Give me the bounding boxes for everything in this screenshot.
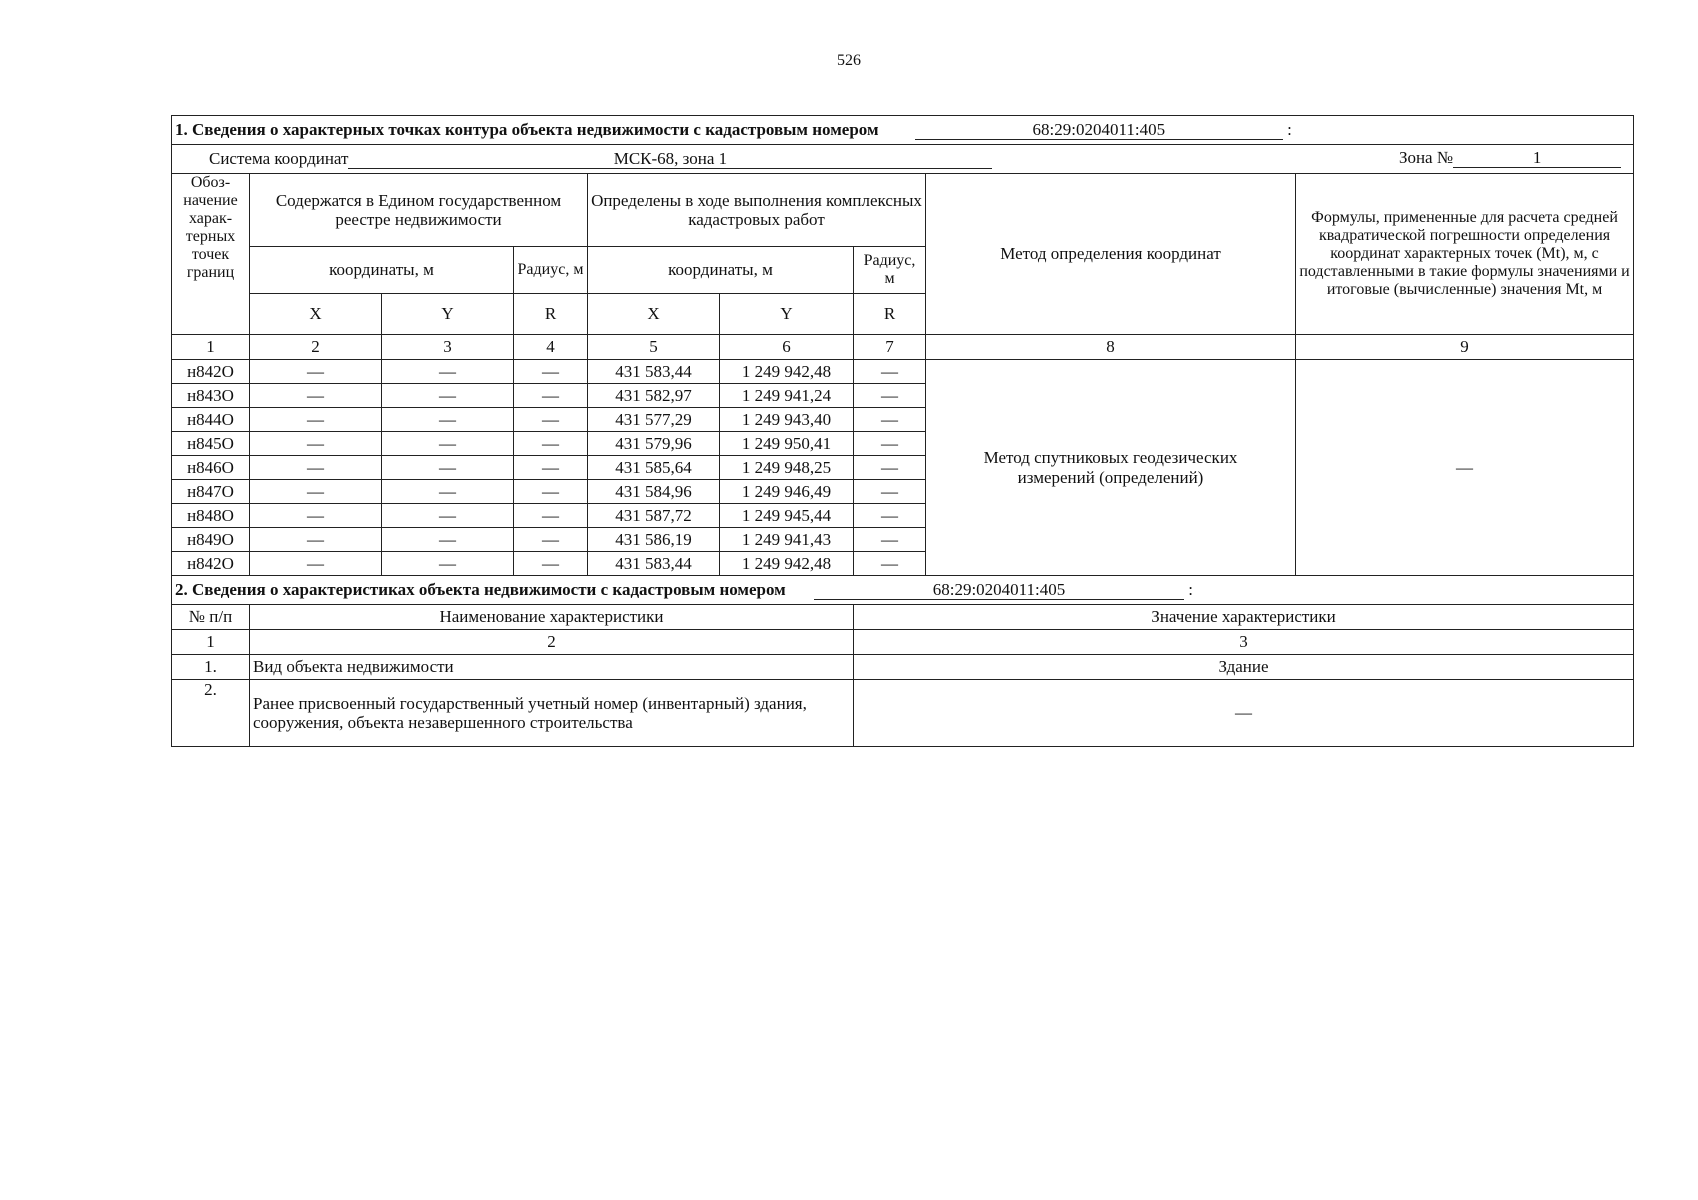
column-number: 5 [588,335,720,360]
coord-y: 1 249 946,49 [720,480,854,504]
registry-r: — [514,552,588,576]
registry-r: — [514,384,588,408]
coord-y: 1 249 948,25 [720,456,854,480]
point-id: н847О [172,480,250,504]
column-number: 3 [382,335,514,360]
section1-title-row [172,116,1634,145]
section1-title-cell [172,116,1634,145]
registry-y: — [382,528,514,552]
characteristic-row [172,655,1634,680]
column-number: 1 [172,630,250,655]
registry-r: — [514,456,588,480]
section2-title-row [172,576,1634,605]
coord-x: 431 583,44 [588,552,720,576]
zone-label: Зона № [1398,148,1454,167]
column-number: 2 [250,335,382,360]
column-number: 8 [926,335,1296,360]
coord-x: 431 587,72 [588,504,720,528]
coord-y: 1 249 942,48 [720,552,854,576]
header-determined-r: R [854,294,926,335]
zone-value: 1 [1453,149,1621,168]
characteristics-header-name: Наименование характеристики [250,605,854,630]
coord-r: — [854,504,926,528]
coord-r: — [854,384,926,408]
coord-r: — [854,408,926,432]
coord-r: — [854,552,926,576]
registry-r: — [514,480,588,504]
header-registry-x: X [250,294,382,335]
coord-x: 431 577,29 [588,408,720,432]
characteristic-name: Вид объекта недвижимости [250,655,854,680]
section1-colon: : [1287,120,1292,140]
coord-y: 1 249 945,44 [720,504,854,528]
registry-r: — [514,360,588,384]
coord-x: 431 579,96 [588,432,720,456]
coord-y: 1 249 941,24 [720,384,854,408]
registry-y: — [382,456,514,480]
registry-r: — [514,408,588,432]
coord-r: — [854,360,926,384]
header-registry: Содержатся в Едином государственном реестре недвижимости [250,174,588,247]
column-number: 2 [250,630,854,655]
coord-r: — [854,480,926,504]
coord-x: 431 585,64 [588,456,720,480]
coord-x: 431 583,44 [588,360,720,384]
coord-y: 1 249 942,48 [720,360,854,384]
coord-x: 431 584,96 [588,480,720,504]
header-determined-coordinates: координаты, м [588,247,854,294]
characteristic-name: Ранее присвоенный государственный учетный номер (инвентарный) здания, сооружения, объекта незавершенного строительства [250,680,854,747]
coord-y: 1 249 941,43 [720,528,854,552]
registry-y: — [382,432,514,456]
column-number: 9 [1296,335,1634,360]
section2-cadastral-number: 68:29:0204011:405 [814,581,1184,600]
characteristics-numbers-row [172,630,1634,655]
registry-x: — [250,432,382,456]
registry-x: — [250,552,382,576]
registry-x: — [250,480,382,504]
point-row [172,360,1634,384]
coord-r: — [854,456,926,480]
registry-y: — [382,408,514,432]
section2-title: 2. Сведения о характеристиках объекта недвижимости с кадастровым номером [175,580,786,600]
point-id: н843О [172,384,250,408]
characteristics-header-num: № п/п [172,605,250,630]
coord-system-row [172,145,1634,174]
registry-y: — [382,360,514,384]
formula-value: — [1296,360,1634,576]
registry-r: — [514,528,588,552]
header-determined: Определены в ходе выполнения комплексных кадастровых работ [588,174,926,247]
header-determined-x: X [588,294,720,335]
characteristic-num: 2. [172,680,250,747]
method-value [926,360,1296,576]
coord-r: — [854,432,926,456]
registry-r: — [514,432,588,456]
header-registry-radius: Радиус, м [514,247,588,294]
registry-r: — [514,504,588,528]
registry-x: — [250,456,382,480]
coord-system-cell [172,145,1634,174]
characteristic-row [172,680,1634,747]
column-number: 6 [720,335,854,360]
column-number: 7 [854,335,926,360]
header-determined-y: Y [720,294,854,335]
characteristic-value: Здание [854,655,1634,680]
header-designation: Обоз-начение харак-терных точек границ [172,174,250,335]
section1-cadastral-number: 68:29:0204011:405 [915,121,1283,140]
point-id: н842О [172,360,250,384]
registry-x: — [250,528,382,552]
characteristic-num: 1. [172,655,250,680]
method-value-text: Метод спутниковых геодезических измерений (определений) [983,448,1238,487]
header-method: Метод определения координат [926,174,1296,335]
column-number: 3 [854,630,1634,655]
point-id: н846О [172,456,250,480]
characteristics-header-value: Значение характеристики [854,605,1634,630]
header-formulas: Формулы, примененные для расчета средней квадратической погрешности определения координат характерных точек (Mt), м, с подставленными в такие формулы значениями и итоговые (вычисленные) значения Mt, м [1296,174,1634,335]
coord-x: 431 582,97 [588,384,720,408]
point-id: н845О [172,432,250,456]
coord-x: 431 586,19 [588,528,720,552]
registry-y: — [382,552,514,576]
header-registry-r: R [514,294,588,335]
registry-y: — [382,480,514,504]
page-number: 526 [837,52,861,69]
point-id: н848О [172,504,250,528]
point-id: н844О [172,408,250,432]
header-registry-y: Y [382,294,514,335]
characteristic-value: — [854,680,1634,747]
column-numbers-row [172,335,1634,360]
coord-y: 1 249 943,40 [720,408,854,432]
section2-title-cell [172,576,1634,605]
header-determined-radius: Радиус, м [854,247,926,294]
coord-system-label: Система координат [209,149,349,169]
header-registry-coordinates: координаты, м [250,247,514,294]
registry-y: — [382,384,514,408]
header-row-a [172,174,1634,247]
coord-y: 1 249 950,41 [720,432,854,456]
characteristics-header-row [172,605,1634,630]
registry-x: — [250,504,382,528]
column-number: 1 [172,335,250,360]
coord-r: — [854,528,926,552]
section2-colon: : [1188,580,1193,600]
registry-x: — [250,384,382,408]
point-id: н842О [172,552,250,576]
point-id: н849О [172,528,250,552]
section1-title: 1. Сведения о характерных точках контура объекта недвижимости с кадастровым номером [175,120,879,140]
column-number: 4 [514,335,588,360]
coord-system-value: МСК-68, зона 1 [348,150,992,169]
registry-x: — [250,360,382,384]
registry-y: — [382,504,514,528]
registry-x: — [250,408,382,432]
cadastral-table [171,115,1634,747]
